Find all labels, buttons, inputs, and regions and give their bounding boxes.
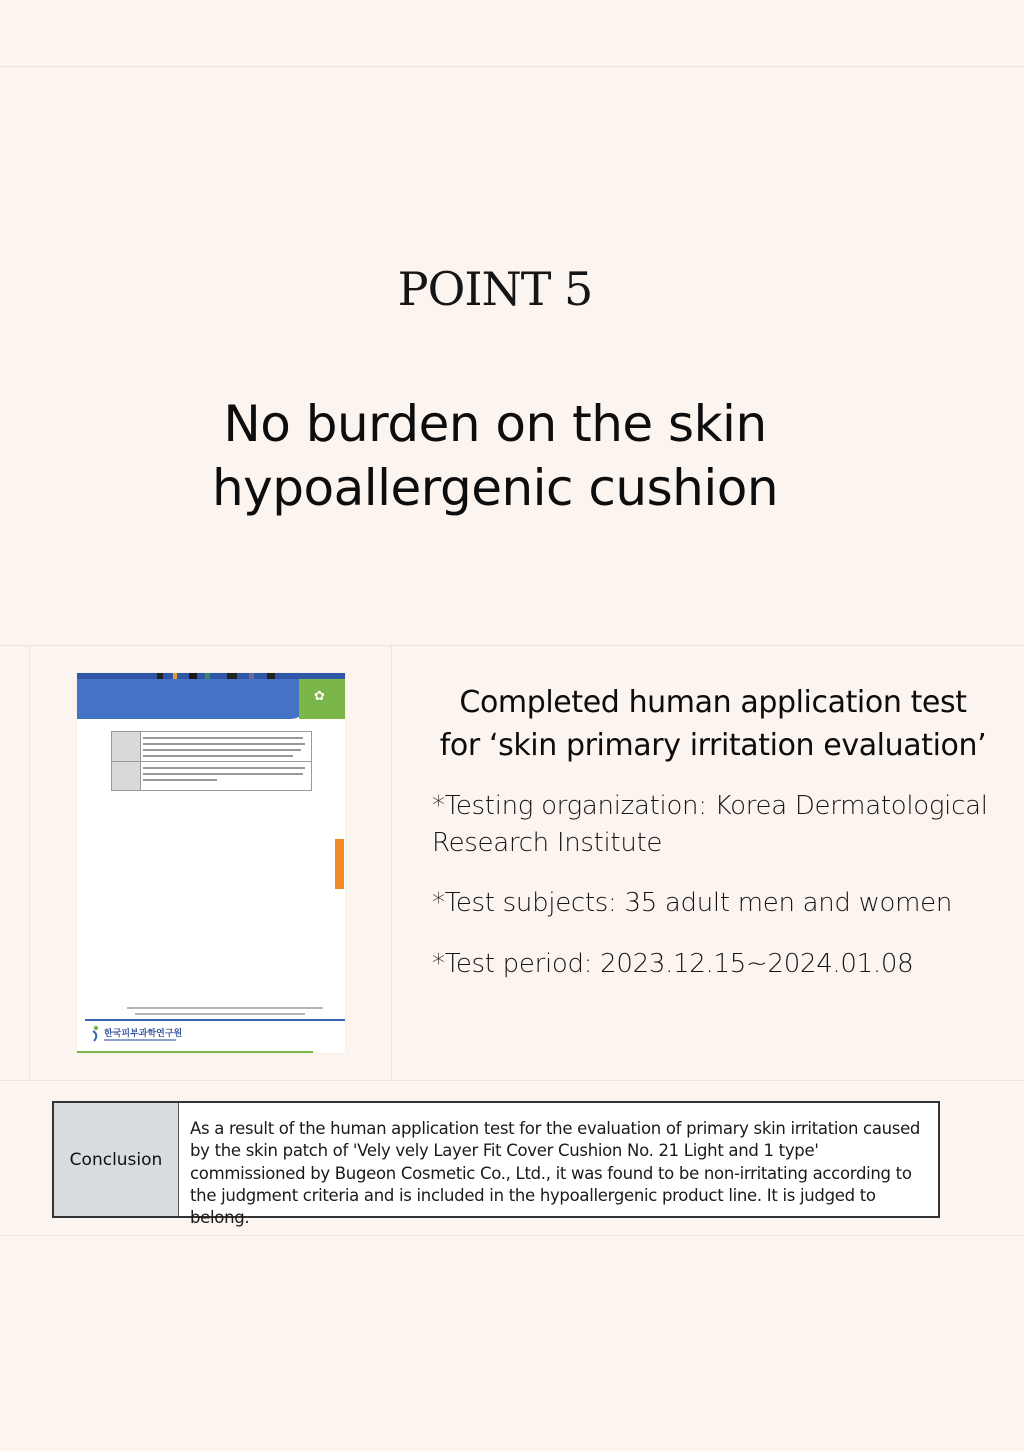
conclusion-text: As a result of the human application test for the evaluation of primary skin irritation caused by the skin patch of 'Vely vely Layer Fit Cover Cushion No. 21 Light and 1 type' commissioned by Bugeon Cosmetic Co., Ltd., it was found to be non-irritating according to the judgment criteria and is included in the hypoallergenic product line. It is judged to belong. — [190, 1119, 921, 1228]
headline-line-1: No burden on the skin — [223, 395, 767, 453]
headline — [0, 392, 990, 520]
institute-subtitle — [104, 1039, 176, 1041]
doc-header-band — [77, 679, 307, 719]
conclusion-table — [52, 1101, 940, 1228]
institute-logo-icon — [91, 1025, 101, 1043]
doc-table-label-cell — [112, 762, 141, 790]
doc-result-table — [111, 731, 312, 791]
doc-header-logo-icon: ✿ — [314, 689, 325, 704]
section-divider-top — [0, 645, 1024, 646]
bottom-divider — [0, 1235, 1024, 1236]
point-label: POINT 5 — [397, 262, 593, 316]
column-divider — [391, 645, 392, 1081]
top-divider — [0, 66, 1024, 67]
doc-bottom-rule — [77, 1051, 313, 1053]
test-period: *Test period: 2023.12.15~2024.01.08 — [432, 949, 914, 979]
doc-footer-rule — [85, 1019, 345, 1021]
testing-organization: *Testing organization: Korea Dermatological Research Institute — [432, 791, 988, 858]
test-subjects: *Test subjects: 35 adult men and women — [432, 888, 953, 918]
conclusion-label-text: Conclusion — [69, 1149, 163, 1170]
section-divider-bottom — [0, 1080, 1024, 1081]
test-title-line-2: for ‘skin primary irritation evaluation’ — [439, 728, 987, 763]
test-title-line-1: Completed human application test — [459, 685, 967, 720]
headline-line-2: hypoallergenic cushion — [211, 459, 779, 517]
left-border — [29, 645, 30, 1081]
doc-table-label-cell — [112, 732, 141, 762]
test-title — [402, 681, 1024, 767]
test-certificate-image — [77, 673, 345, 1053]
institute-name: 한국피부과학연구원 — [104, 1029, 183, 1039]
conclusion-label — [54, 1103, 179, 1216]
doc-side-tab — [335, 839, 344, 889]
